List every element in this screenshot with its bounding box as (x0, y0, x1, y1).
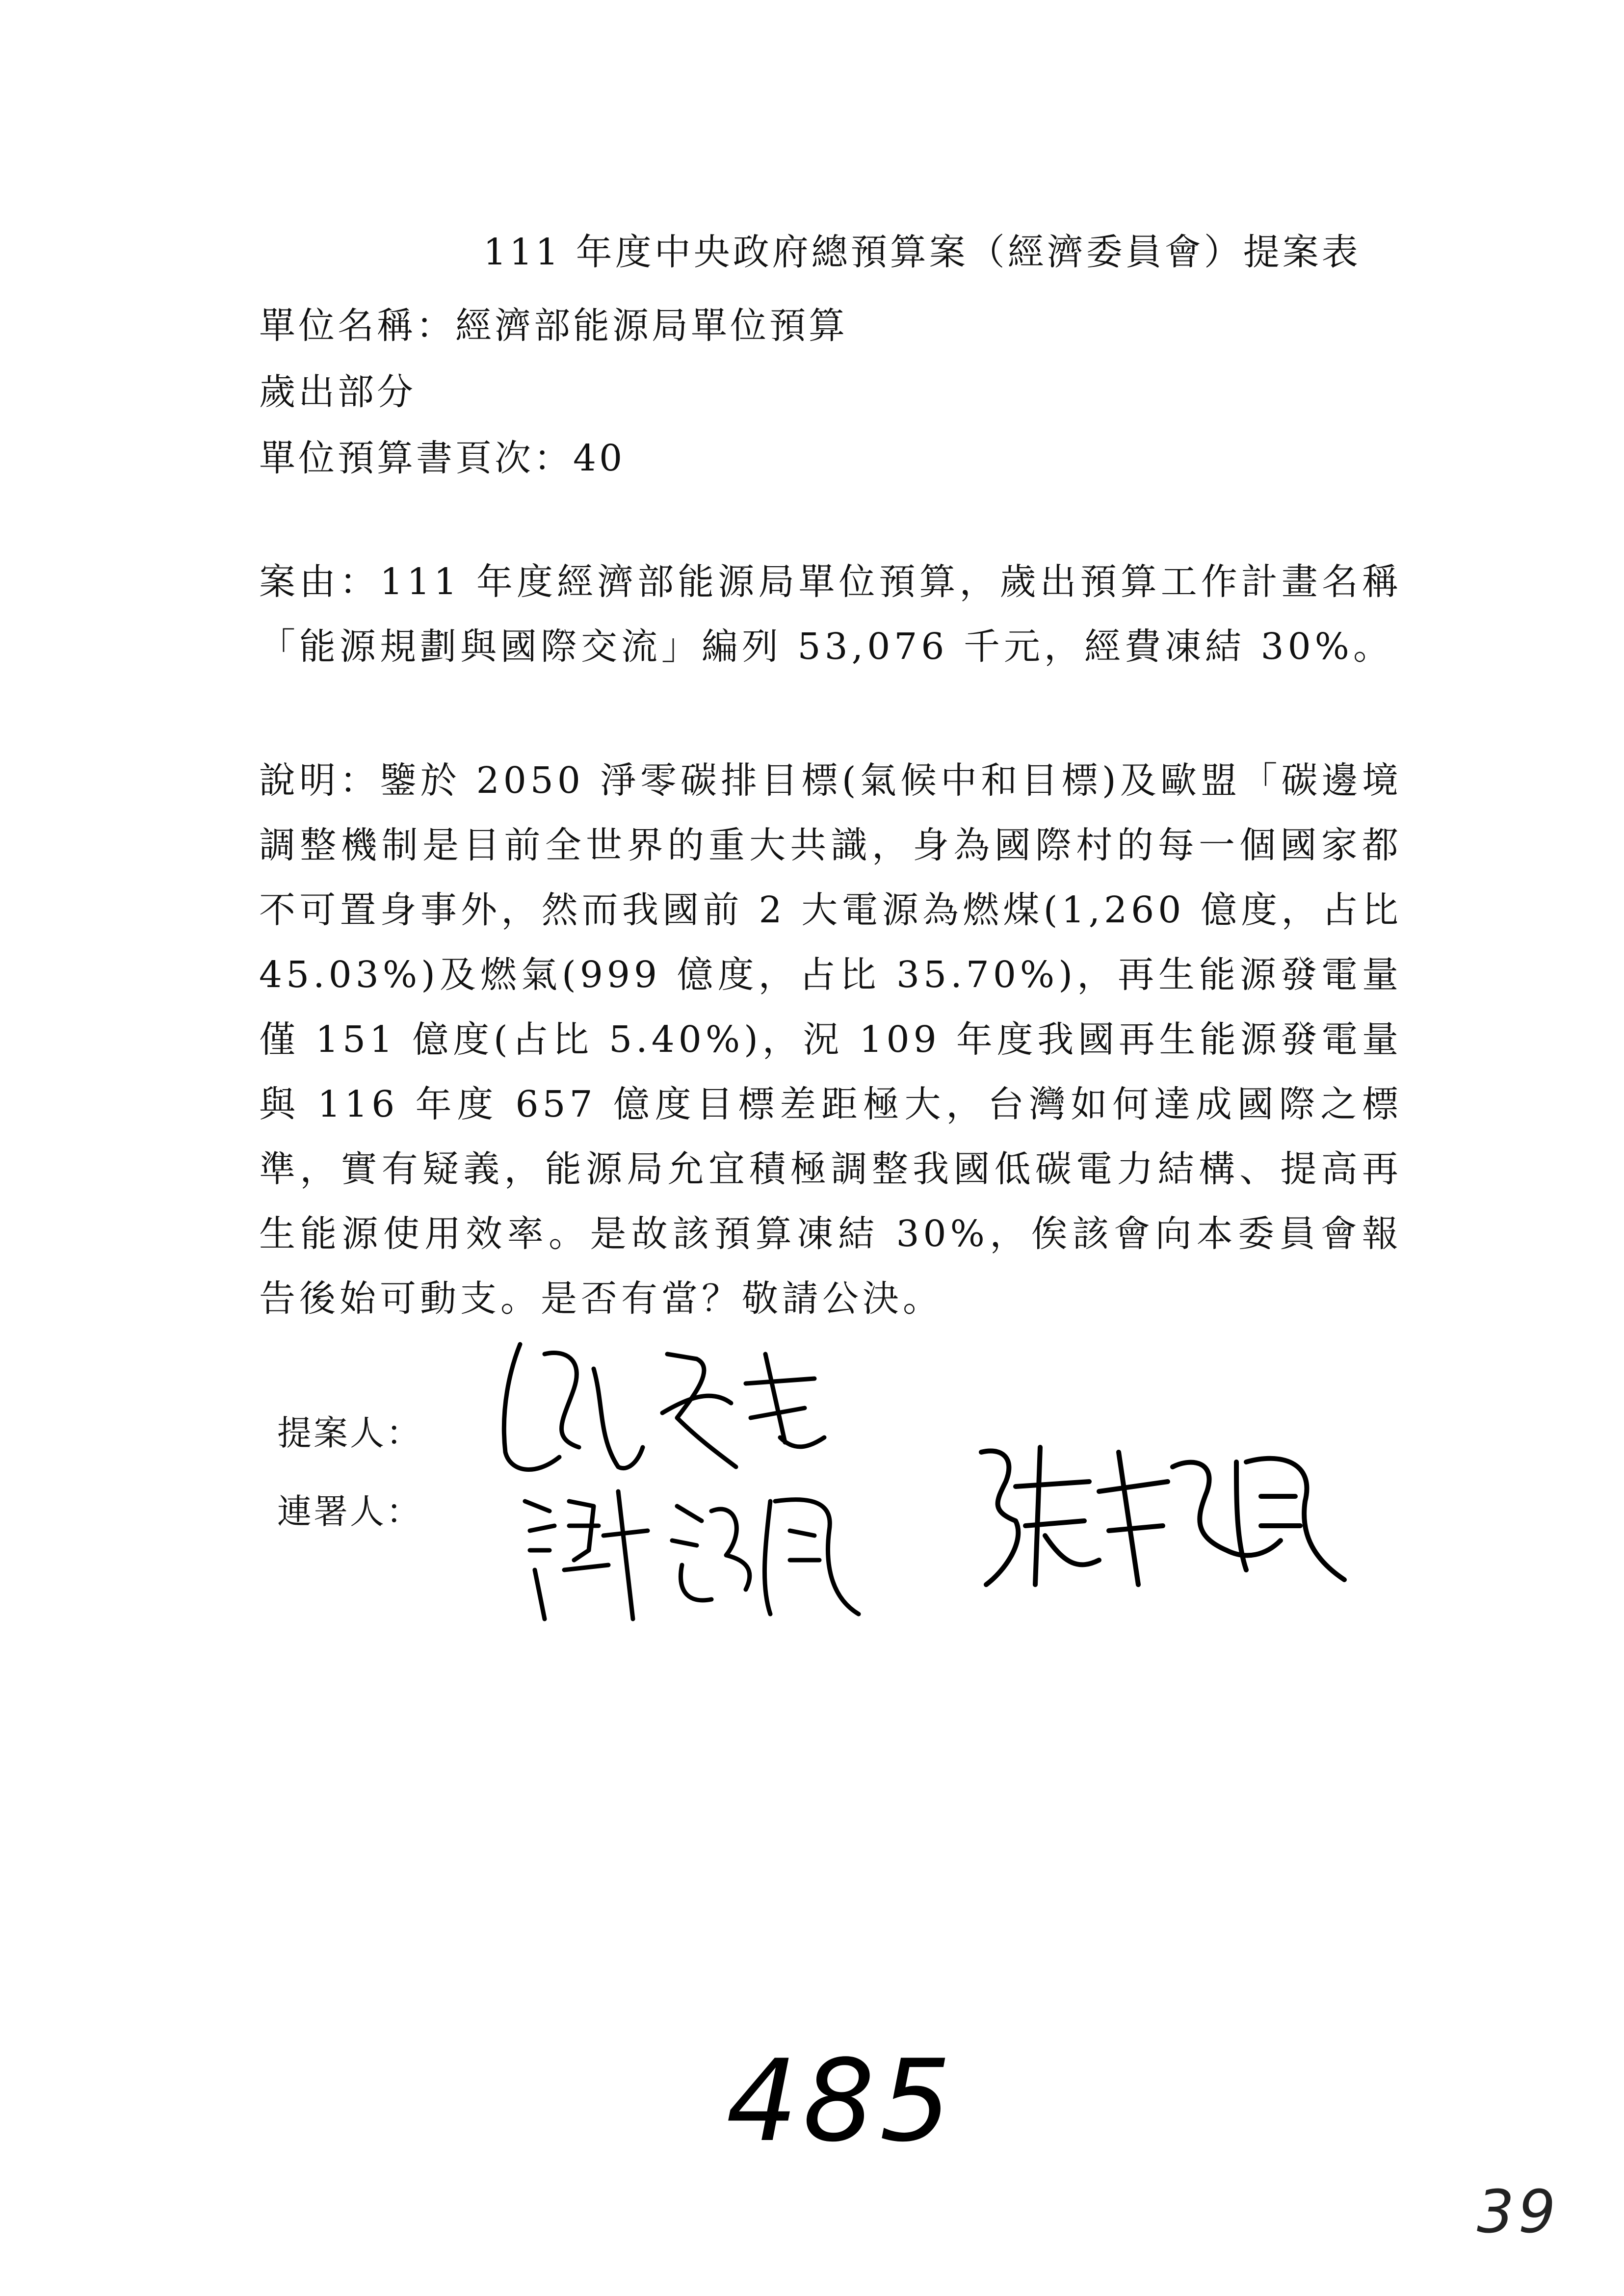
proposer-label: 提案人： (277, 1413, 422, 1453)
unit-name: 單位名稱：經濟部能源局單位預算 (259, 305, 848, 347)
budget-section: 歲出部分 (259, 371, 416, 413)
reason-paragraph: 案由：111 年度經濟部能源局單位預算，歲出預算工作計畫名稱「能源規劃與國際交流」編列 53,076 千元，經費凍結 30%。 (259, 561, 1402, 668)
explanation-paragraph: 說明：鑒於 2050 淨零碳排目標(氣候中和目標)及歐盟「碳邊境調整機制是目前全世界的重大共識，身為國際村的每一個國家都不可置身事外，然而我國前 2 大電源為燃煤(1,260 億度，占比 45.03%)及燃氣(999 億度，占比 35.70%)，再生能源發電量僅 151 億度(占比 5.40%)，況 109 年度我國再生能源發電量與 116 年度 657 億度目標差距極大，台灣如何達成國際之標準，實有疑義，能源局允宜積極調整我國低碳電力結構、提高再生能源使用效率。是故該預算凍結 30%，俟該會向本委員會報告後始可動支。是否有當？敬請公決。 (259, 759, 1402, 1320)
proposer-signature (491, 1325, 864, 1487)
cosigner-signature-1 (515, 1472, 888, 1639)
cosigner-signature-2 (962, 1423, 1364, 1609)
document-title: 111 年度中央政府總預算案（經濟委員會）提案表 (483, 231, 1361, 273)
budget-page-ref: 單位預算書頁次：40 (259, 437, 626, 479)
handwritten-page-number: 485 (726, 2036, 956, 2167)
cosigner-label: 連署人： (277, 1491, 422, 1532)
page-mark: 39 (1477, 2178, 1560, 2246)
